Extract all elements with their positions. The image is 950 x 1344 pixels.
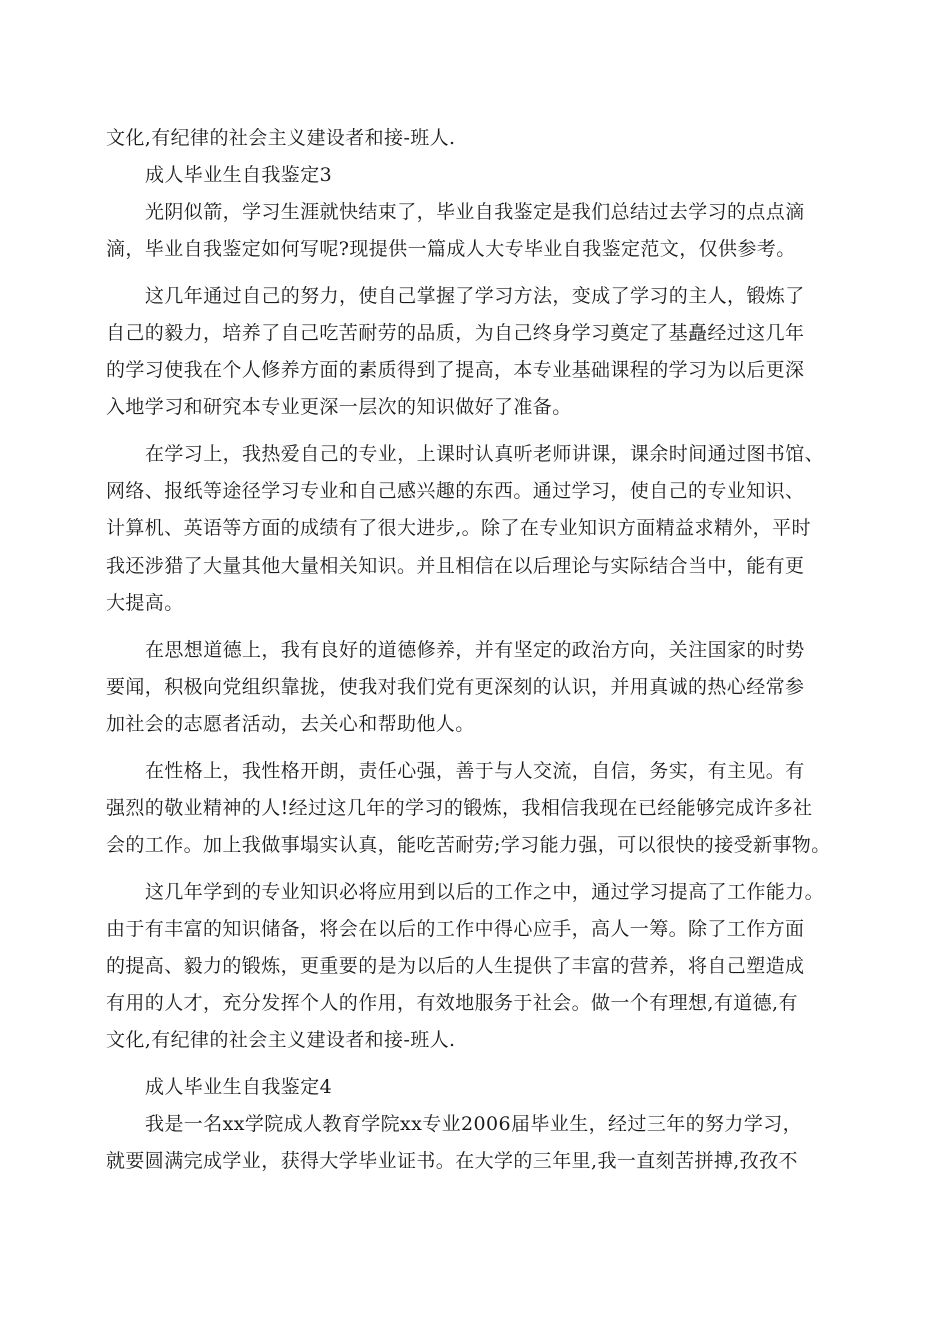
text-line: 光阴似箭，学习生涯就快结束了，毕业自我鉴定是我们总结过去学习的点点滴 — [145, 201, 805, 223]
text-line: 计算机、英语等方面的成绩有了很大进步,。除了在专业知识方面精益求精外，平时 — [106, 517, 811, 539]
text-line: 加社会的志愿者活动，去关心和帮助他人。 — [106, 713, 475, 735]
text-line: 有用的人才，充分发挥个人的作用，有效地服务于社会。做一个有理想,有道德,有 — [106, 992, 798, 1014]
text-line: 就要圆满完成学业，获得大学毕业证书。在大学的三年里,我一直刻苦拼搏,孜孜不 — [106, 1150, 798, 1172]
text-line: 这几年学到的专业知识必将应用到以后的工作之中，通过学习提高了工作能力。 — [145, 881, 825, 903]
text-line: 会的工作。加上我做事塌实认真，能吃苦耐劳;学习能力强，可以很快的接受新事物。 — [106, 834, 831, 856]
text-line: 这几年通过自己的努力，使自己掌握了学习方法，变成了学习的主人，锻炼了 — [145, 285, 805, 307]
text-line: 我是一名xx学院成人教育学院xx专业2006届毕业生，经过三年的努力学习， — [145, 1113, 803, 1135]
text-line: 的提高、毅力的锻炼，更重要的是为以后的人生提供了丰富的营养，将自己塑造成 — [106, 955, 805, 977]
text-line: 在学习上，我热爱自己的专业，上课时认真听老师讲课，课余时间通过图书馆、 — [145, 443, 825, 465]
text-line: 入地学习和研究本专业更深一层次的知识做好了准备。 — [106, 396, 572, 418]
text-line: 自己的毅力，培养了自己吃苦耐劳的品质，为自己终身学习奠定了基矗经过这几年 — [106, 322, 805, 344]
text-line: 强烈的敬业精神的人!经过这几年的学习的锻炼，我相信我现在已经能够完成许多社 — [106, 797, 813, 819]
text-line: 滴，毕业自我鉴定如何写呢?现提供一篇成人大专毕业自我鉴定范文，仅供参考。 — [106, 238, 796, 260]
text-line: 我还涉猎了大量其他大量相关知识。并且相信在以后理论与实际结合当中，能有更 — [106, 555, 805, 577]
text-line: 网络、报纸等途径学习专业和自己感兴趣的东西。通过学习，使自己的专业知识、 — [106, 480, 805, 502]
section-heading: 成人毕业生自我鉴定4 — [145, 1076, 333, 1098]
text-line: 文化,有纪律的社会主义建设者和接-班人. — [106, 1029, 456, 1051]
text-line: 由于有丰富的知识储备，将会在以后的工作中得心应手，高人一筹。除了工作方面 — [106, 918, 805, 940]
text-line: 大提高。 — [106, 592, 184, 614]
text-line: 的学习使我在个人修养方面的素质得到了提高，本专业基础课程的学习为以后更深 — [106, 359, 805, 381]
text-line: 在性格上，我性格开朗，责任心强，善于与人交流，自信，务实，有主见。有 — [145, 760, 805, 782]
text-line: 文化,有纪律的社会主义建设者和接-班人. — [106, 127, 456, 149]
section-heading: 成人毕业生自我鉴定3 — [145, 164, 333, 186]
text-line: 要闻，积极向党组织靠拢，使我对我们党有更深刻的认识，并用真诚的热心经常参 — [106, 676, 805, 698]
text-line: 在思想道德上，我有良好的道德修养，并有坚定的政治方向，关注国家的时势 — [145, 639, 805, 661]
